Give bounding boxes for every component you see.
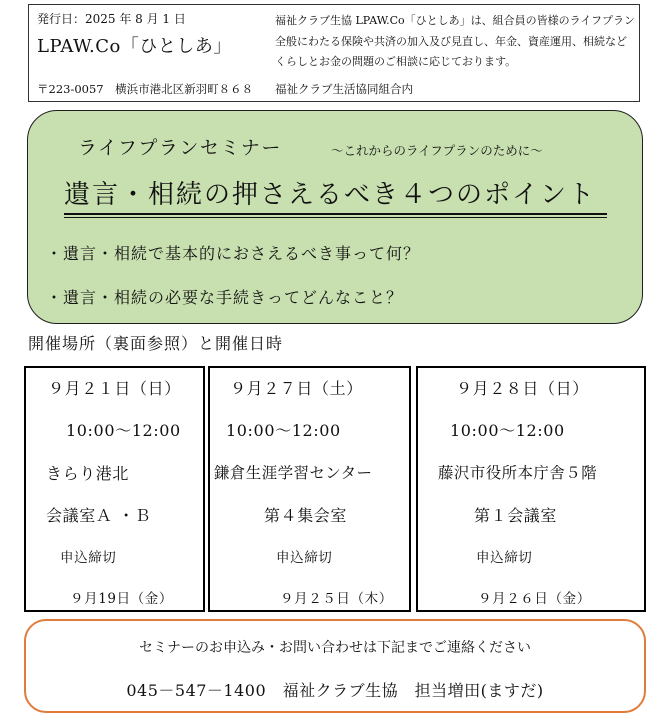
issue-date: 発行日：2025 年 8 月 1 日	[37, 12, 186, 26]
contact-phone[interactable]: 045－547－1400 福祉クラブ生協 担当増田(ますだ)	[126, 681, 544, 700]
header-box	[28, 4, 640, 102]
deadline-date: ９月２６日（金）	[478, 591, 591, 607]
seminar-subtitle: ～これからのライフプランのために～	[331, 143, 543, 158]
publisher-address: 〒223-0057 横浜市港北区新羽町８６８	[37, 82, 254, 96]
seminar-point: ・遺言・相続の必要な手続きってどんなこと？	[46, 288, 404, 307]
title-underline	[64, 213, 607, 218]
publication-name: LPAW.Co「ひとしあ」	[37, 36, 232, 57]
schedule-time: 10:00～12:00	[226, 421, 341, 440]
schedule-room: 会議室Ａ ・Ｂ	[46, 506, 152, 525]
schedule-box-2	[208, 366, 411, 612]
seminar-title: 遺言・相続の押さえるべき４つのポイント	[64, 180, 597, 210]
schedule-time: 10:00～12:00	[66, 421, 181, 440]
deadline-label: 申込締切	[476, 550, 533, 566]
schedule-venue: 藤沢市役所本庁舎５階	[438, 464, 598, 482]
contact-box	[24, 619, 646, 713]
schedule-room: 第１会議室	[474, 506, 558, 525]
schedule-venue: 鎌倉生涯学習センター	[214, 464, 373, 482]
seminar-box	[27, 110, 643, 324]
schedule-time: 10:00～12:00	[450, 421, 565, 440]
publisher-description: 福祉クラブ生協 LPAW.Co「ひとしあ」は、組合員の皆様のライフプラン全般にわたる保険や共済の加入及び見直し、年金、資産運用、相続などくらしとお金の問題のご相談に応じております。	[275, 14, 635, 68]
deadline-date: ９月19日（金）	[70, 591, 173, 607]
schedule-date: ９月２１日（日）	[48, 379, 181, 398]
schedule-box-3	[416, 366, 646, 612]
schedule-box-1	[24, 366, 205, 612]
deadline-label: 申込締切	[276, 550, 333, 566]
schedule-room: 第４集会室	[264, 506, 348, 525]
schedule-venue: きらり港北	[46, 464, 130, 483]
seminar-label: ライフプランセミナー	[78, 137, 282, 159]
deadline-date: ９月２５日（木）	[280, 591, 393, 607]
venue-heading: 開催場所（裏面参照）と開催日時	[28, 334, 284, 353]
contact-text: セミナーのお申込み・お問い合わせは下記までご連絡ください	[139, 640, 531, 656]
publisher-organization: 福祉クラブ生活協同組合内	[275, 82, 413, 96]
schedule-date: ９月２７日（土）	[230, 379, 363, 398]
schedule-date: ９月２８日（日）	[456, 379, 589, 398]
deadline-label: 申込締切	[60, 550, 117, 566]
seminar-point: ・遺言・相続で基本的におさえるべき事って何？	[46, 244, 421, 263]
